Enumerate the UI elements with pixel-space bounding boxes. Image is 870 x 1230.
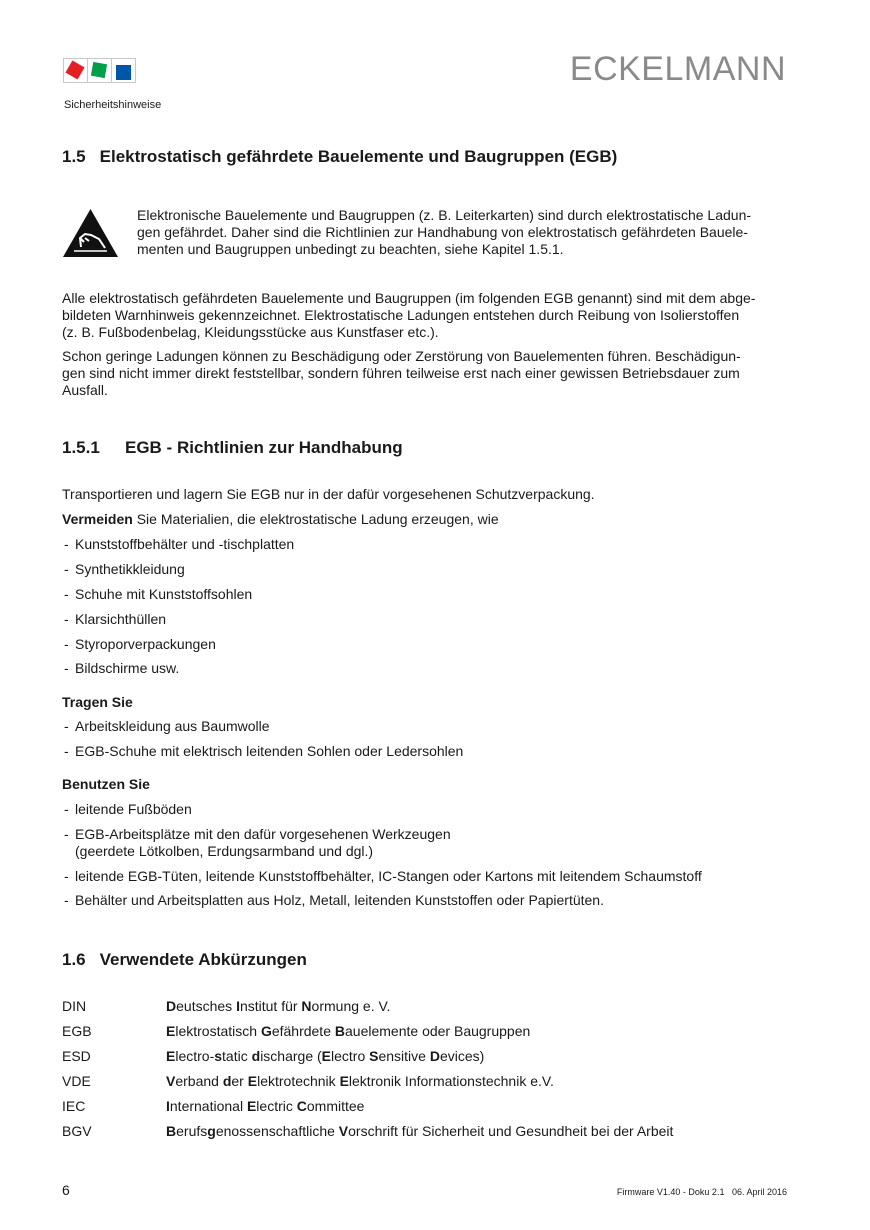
initial-letter: S [369, 1048, 379, 1064]
subheading: Benutzen Sie [62, 776, 150, 792]
initial-letter: d [222, 1073, 232, 1089]
list-item: - Kunststoffbehälter und -tischplatten [75, 536, 294, 553]
list-item: - leitende Fußböden [75, 801, 192, 818]
list-item: - Klarsichthüllen [75, 611, 166, 628]
list-item: - leitende EGB-Tüten, leitende Kunststoffbehälter, IC-Stangen oder Kartons mit leitendem Schaumstoff [75, 868, 702, 885]
list-item: - Styroporverpackungen [75, 636, 216, 653]
initial-letter: E [321, 1048, 331, 1064]
paragraph: Schon geringe Ladungen können zu Beschädigung oder Zerstörung von Bauelementen führen. Beschädigun- gen sind nicht immer direkt feststellbar, sondern führen teilweise erst nach einer gewissen Betriebsdauer zum Ausfall. [62, 348, 741, 398]
initial-letter: C [296, 1098, 307, 1114]
text-segment: nternational [169, 1098, 247, 1114]
brand-wordmark: ECKELMANN [569, 50, 786, 88]
heading-1-5: 1.5 Elektrostatisch gefährdete Bauelemente und Baugruppen (EGB) [62, 147, 618, 166]
list-item: - Schuhe mit Kunststoffsohlen [75, 586, 252, 603]
text-segment: er [231, 1073, 248, 1089]
text-segment: enossenschaftliche [215, 1123, 339, 1139]
list-item: - EGB-Arbeitsplätze mit den dafür vorgesehenen Werkzeugen (geerdete Lötkolben, Erdungsarmband und dgl.) [75, 826, 451, 860]
text-segment: ischarge ( [260, 1048, 322, 1064]
abbreviation: ESD [62, 1048, 91, 1064]
abbreviation-description [166, 1023, 530, 1040]
text-segment: eutsches [176, 998, 237, 1014]
abbreviation: BGV [62, 1123, 92, 1139]
initial-letter: G [260, 1023, 272, 1039]
text-segment: lektronik Informationstechnik e.V. [348, 1073, 554, 1089]
paragraph: Alle elektrostatisch gefährdeten Bauelemente und Baugruppen (im folgenden EGB genannt) sind mit dem abge- bildeten Warnhinweis gekennzeichnet. Elektrostatische Ladungen entstehen durch Reibung von Isolierstoffen (z. B. Fußbodenbelag, Kleidungsstücke aus Kunstfaser etc.). [62, 290, 756, 340]
abbreviation-description [166, 998, 390, 1015]
paragraph: Vermeiden Sie Materialien, die elektrostatische Ladung erzeugen, wie [62, 511, 499, 527]
list-item: - Behälter und Arbeitsplatten aus Holz, Metall, leitenden Kunststoffen oder Papiertüten. [75, 892, 604, 909]
heading-1-6: 1.6 Verwendete Abkürzungen [62, 950, 307, 969]
text-segment: ensitive [378, 1048, 430, 1064]
initial-letter: d [251, 1048, 261, 1064]
initial-letter: g [207, 1123, 216, 1139]
text-segment: tatic [222, 1048, 252, 1064]
initial-letter: B [166, 1123, 177, 1139]
list-item: - EGB-Schuhe mit elektrisch leitenden Sohlen oder Ledersohlen [75, 743, 463, 760]
text-segment: ormung e. V. [311, 998, 391, 1014]
initial-letter: E [246, 1098, 257, 1114]
initial-letter: B [334, 1023, 346, 1039]
initial-letter: E [166, 1023, 176, 1039]
abbreviation-description [166, 1123, 673, 1140]
abbreviation: IEC [62, 1098, 86, 1114]
abbreviation: VDE [62, 1073, 91, 1089]
text-segment: lektrostatisch [175, 1023, 261, 1039]
text-segment: efährdete [271, 1023, 335, 1039]
esd-warning-icon [62, 208, 119, 258]
text-segment: auelemente oder Baugruppen [345, 1023, 531, 1039]
text-segment: evices) [439, 1048, 485, 1064]
footer-info: Firmware V1.40 - Doku 2.1 06. April 2016 [616, 1187, 787, 1197]
warning-text: Elektronische Bauelemente und Baugruppen (z. B. Leiterkarten) sind durch elektrostatische Ladun- gen gefährdet. Daher sind die Richtlinien zur Handhabung von elektrostatisch gefährdeten Bauele- menten und Baugruppen unbedingt zu beachten, siehe Kapitel 1.5.1. [137, 207, 752, 257]
initial-letter: I [166, 1098, 170, 1114]
initial-letter: E [339, 1073, 349, 1089]
subheading: Tragen Sie [62, 694, 133, 710]
initial-letter: V [166, 1073, 176, 1089]
list-item: - Synthetikkleidung [75, 561, 185, 578]
text-segment: erufs [176, 1123, 208, 1139]
initial-letter: N [301, 998, 312, 1014]
initial-letter: I [236, 998, 240, 1014]
list-item: - Arbeitskleidung aus Baumwolle [75, 718, 270, 735]
text-segment: lectro [331, 1048, 370, 1064]
initial-letter: D [429, 1048, 440, 1064]
company-logo [63, 58, 136, 83]
text-segment: ommittee [306, 1098, 365, 1114]
initial-letter: E [247, 1073, 258, 1089]
initial-letter: V [338, 1123, 349, 1139]
abbreviation-description [166, 1048, 484, 1065]
page-number: 6 [62, 1182, 70, 1198]
abbreviation: DIN [62, 998, 87, 1014]
text-segment: lektrotechnik [257, 1073, 340, 1089]
paragraph: Transportieren und lagern Sie EGB nur in der dafür vorgesehenen Schutzverpackung. [62, 486, 595, 502]
initial-letter: E [166, 1048, 176, 1064]
list-item: - Bildschirme usw. [75, 660, 179, 677]
text-segment: lectro- [175, 1048, 215, 1064]
text-segment: erband [175, 1073, 223, 1089]
text-segment: lectric [256, 1098, 297, 1114]
initial-letter: D [166, 998, 177, 1014]
text-segment: orschrift für Sicherheit und Gesundheit bei der Arbeit [348, 1123, 674, 1139]
heading-1-5-1: 1.5.1 EGB - Richtlinien zur Handhabung [62, 438, 403, 457]
abbreviation: EGB [62, 1023, 92, 1039]
initial-letter: s [214, 1048, 223, 1064]
section-label: Sicherheitshinweise [64, 99, 162, 111]
text-segment: nstitut für [239, 998, 302, 1014]
abbreviation-description [166, 1098, 364, 1115]
abbreviation-description [166, 1073, 554, 1090]
